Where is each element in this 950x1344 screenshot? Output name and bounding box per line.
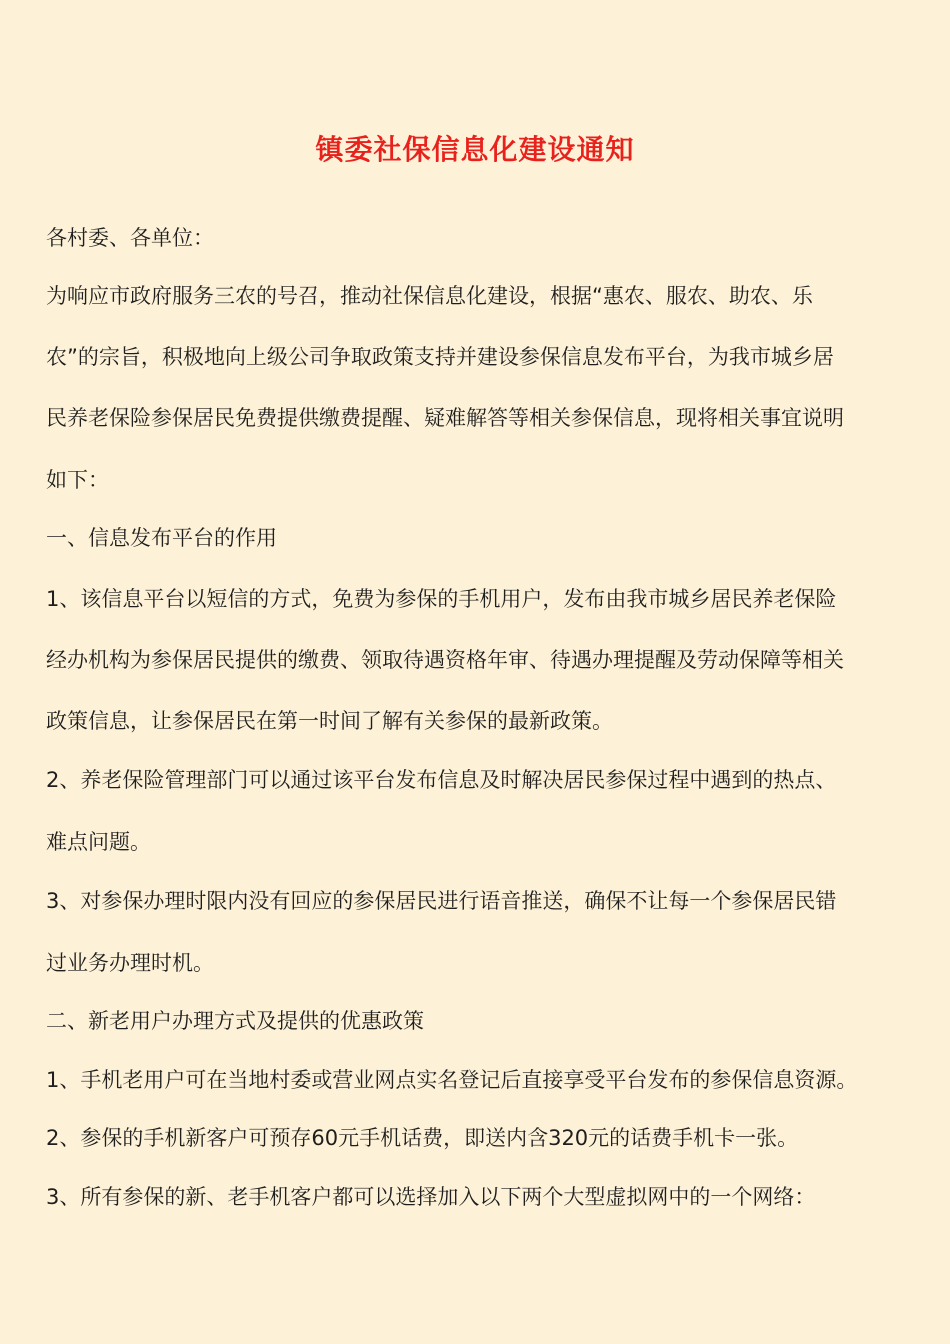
body-line: 3、所有参保的新、老手机客户都可以选择加入以下两个大型虚拟网中的一个网络： — [46, 1185, 816, 1209]
body-line: 农”的宗旨，积极地向上级公司争取政策支持并建设参保信息发布平台，为我市城乡居 — [46, 345, 834, 369]
body-line: 3、对参保办理时限内没有回应的参保居民进行语音推送，确保不让每一个参保居民错 — [46, 889, 837, 913]
salutation: 各村委、各单位： — [46, 226, 214, 250]
body-line: 如下： — [46, 468, 109, 492]
body-line: 1、手机老用户可在当地村委或营业网点实名登记后直接享受平台发布的参保信息资源。 — [46, 1068, 858, 1092]
body-line: 经办机构为参保居民提供的缴费、领取待遇资格年审、待遇办理提醒及劳动保障等相关 — [46, 648, 844, 672]
section-heading: 二、新老用户办理方式及提供的优惠政策 — [46, 1009, 424, 1033]
body-line: 1、该信息平台以短信的方式，免费为参保的手机用户，发布由我市城乡居民养老保险 — [46, 587, 837, 611]
body-line: 2、参保的手机新客户可预存60元手机话费，即送内含320元的话费手机卡一张。 — [46, 1126, 799, 1150]
body-line: 过业务办理时机。 — [46, 951, 214, 975]
body-line: 2、养老保险管理部门可以通过该平台发布信息及时解决居民参保过程中遇到的热点、 — [46, 768, 837, 792]
section-heading: 一、信息发布平台的作用 — [46, 526, 277, 550]
body-line: 难点问题。 — [46, 830, 151, 854]
body-line: 政策信息，让参保居民在第一时间了解有关参保的最新政策。 — [46, 709, 613, 733]
document-title: 镇委社保信息化建设通知 — [315, 133, 635, 166]
body-line: 民养老保险参保居民免费提供缴费提醒、疑难解答等相关参保信息，现将相关事宜说明 — [46, 406, 844, 430]
body-line: 为响应市政府服务三农的号召，推动社保信息化建设，根据“惠农、服农、助农、乐 — [46, 284, 813, 308]
